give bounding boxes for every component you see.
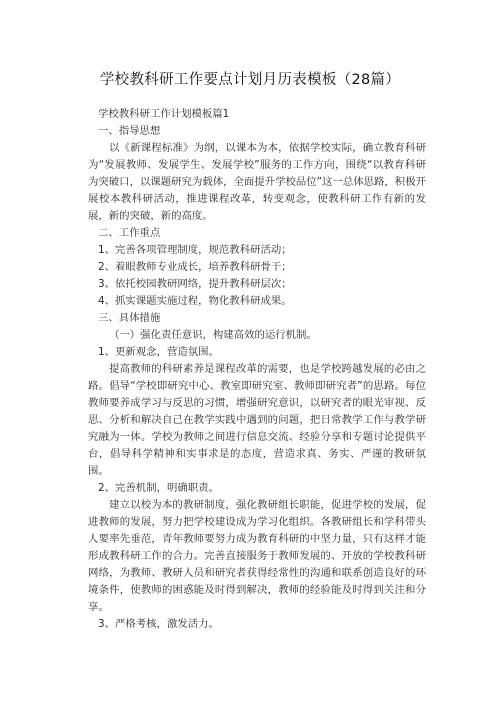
section-title: 学校教科研工作计划模板篇1 xyxy=(98,108,230,120)
list-item-focus-4: 4、抓实课题实施过程，物化教科研成果。 xyxy=(98,295,292,307)
list-item-focus-2: 2、着眼教师专业成长，培养教科研骨干； xyxy=(98,261,292,273)
paragraph-update-concepts: 提高教师的科研素养是课程改革的需要，也是学校跨越发展的必由之路。倡导“学校即研究中心、教室即研究室、教师即研究者”的思路。每位教师要养成学习与反思的习惯，增强研究意识，以研究者的眼光审视、反思、分析和解决自己在教学实践中遇到的问题，把日常教学工作与教学研究融为一体。学校为教师之间进行信息交流、经验分享和专题讨论提供平台，倡导科学精神和实事求是的态度，营造求真、务实、严谨的教研氛围。 xyxy=(88,363,426,477)
heading-work-focus: 二、工作重点 xyxy=(98,227,161,239)
subheading-responsibility: （一）强化责任意识，构建高效的运行机制。 xyxy=(109,329,317,341)
item-update-concepts: 1、更新观念，营造氛围。 xyxy=(98,346,219,358)
item-improve-mechanism: 2、完善机制，明确职责。 xyxy=(98,482,219,494)
item-strict-assessment: 3、严格考核，激发活力。 xyxy=(98,618,219,630)
heading-measures: 三、具体措施 xyxy=(98,312,161,324)
list-item-focus-3: 3、依托校园教研网络，提升教科研层次； xyxy=(98,278,292,290)
list-item-focus-1: 1、完善各项管理制度，规范教科研活动； xyxy=(98,244,292,256)
paragraph-guiding-thought: 以《新课程标准》为纲，以课本为本，依据学校实际，确立教育科研为“发展教师、发展学生、发展学校”服务的工作方向，围绕“以教育科研为突破口，以课题研究为载体，全面提升学校品位”这一总体思路，积极开展校本教科研活动，推进课程改革，转变观念，使教科研工作有新的发展，新的突破，新的高度。 xyxy=(88,142,426,222)
paragraph-improve-mechanism: 建立以校为本的教研制度，强化教研组长职能，促进学校的发展，促进教师的发展，努力把学校建设成为学习化组织。各教研组长和学科带头人要率先垂范，青年教师要努力成为教育科研的中坚力量，只有这样才能形成教科研工作的合力。完善直接服务于教师发展的、开放的学校教科研网络，为教师、教研人员和研究者获得经常性的沟通和联系创造良好的环境条件，使教师的困惑能及时得到解决，教师的经验能及时得到关注和分享。 xyxy=(88,499,426,613)
heading-guiding-thought: 一、指导思想 xyxy=(98,125,161,137)
document-body xyxy=(88,106,426,633)
document-title: 学校教科研工作要点计划月历表模板（28篇） xyxy=(99,72,401,88)
